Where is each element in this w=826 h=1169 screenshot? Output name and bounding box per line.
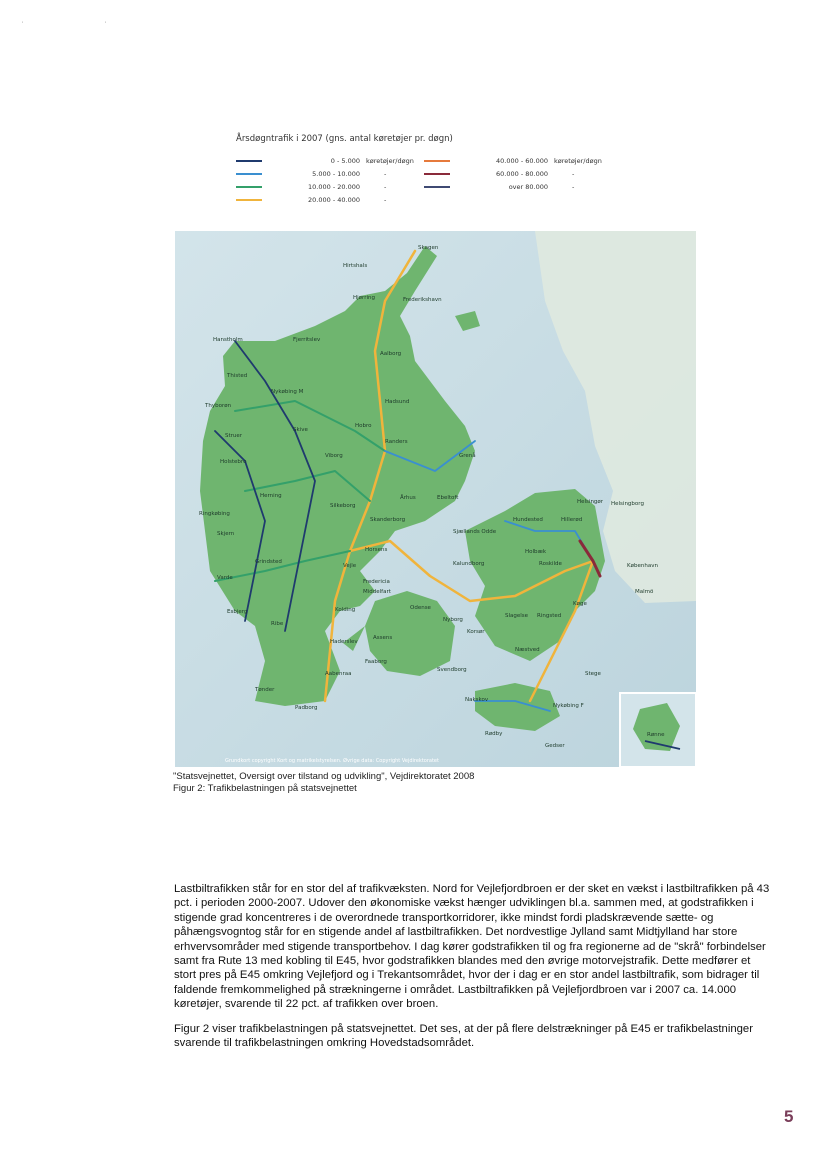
place-label: Ribe xyxy=(271,621,284,627)
place-label: Roskilde xyxy=(539,561,562,567)
traffic-map xyxy=(175,231,696,767)
place-label: Skive xyxy=(293,427,308,433)
legend-item xyxy=(236,180,414,193)
place-label: Stege xyxy=(585,671,601,677)
place-label: Ringkøbing xyxy=(199,511,230,517)
legend-range: 20.000 - 40.000 xyxy=(308,195,360,204)
legend-unit: - xyxy=(384,169,387,178)
map-legend xyxy=(236,134,602,204)
place-label: Næstved xyxy=(515,647,540,653)
place-label: Herning xyxy=(260,493,282,499)
legend-item xyxy=(424,167,602,180)
place-label: Haderslev xyxy=(330,639,358,645)
place-label: Skjern xyxy=(217,531,235,537)
scan-marks: ' ' xyxy=(22,22,146,28)
map-copyright: Grundkort copyright Kort og matrikelstyrelsen. Øvrige data: Copyright Vejdirektoratet xyxy=(225,758,439,764)
place-label: Århus xyxy=(400,495,416,501)
place-label: Korsør xyxy=(467,629,485,635)
legend-range: over 80.000 xyxy=(508,182,548,191)
place-label: Hillerød xyxy=(561,517,583,523)
legend-item xyxy=(236,193,414,206)
place-label: Randers xyxy=(385,439,408,445)
place-label: Hadsund xyxy=(385,399,410,405)
place-label: Fjerritslev xyxy=(293,337,321,343)
place-label: Grindsted xyxy=(255,559,282,565)
place-label: Grenå xyxy=(459,453,476,459)
figure-caption xyxy=(173,771,474,795)
place-label: Nakskov xyxy=(465,697,489,703)
place-label: Horsens xyxy=(365,547,388,553)
place-label: Skagen xyxy=(418,245,439,251)
traffic-map-svg xyxy=(175,231,696,767)
place-label: Sjællands Odde xyxy=(453,529,497,535)
legend-range: 5.000 - 10.000 xyxy=(312,169,360,178)
place-label: Thisted xyxy=(227,373,248,379)
legend-unit: - xyxy=(572,182,575,191)
legend-item xyxy=(424,180,602,193)
legend-swatch xyxy=(236,186,262,188)
figure-source: "Statsvejnettet, Oversigt over tilstand og udvikling", Vejdirektoratet 2008 xyxy=(173,771,475,782)
place-label: Thyborøn xyxy=(205,403,232,409)
legend-range: 10.000 - 20.000 xyxy=(308,182,360,191)
legend-swatch xyxy=(424,186,450,188)
legend-swatch xyxy=(424,160,450,162)
place-label: Rønne xyxy=(647,732,665,738)
place-label: Silkeborg xyxy=(330,503,356,509)
place-label: Odense xyxy=(410,605,431,611)
place-label: Middelfart xyxy=(363,589,391,595)
place-label: Hirtshals xyxy=(343,263,368,269)
figure-title: Figur 2: Trafikbelastningen på statsvejnettet xyxy=(173,783,357,794)
place-label: Nykøbing M xyxy=(271,389,304,395)
place-label: Holstebro xyxy=(220,459,247,465)
legend-swatch xyxy=(424,173,450,175)
legend-swatch xyxy=(236,199,262,201)
legend-range: 60.000 - 80.000 xyxy=(496,169,548,178)
place-label: Helsingør xyxy=(577,499,604,505)
place-label: Padborg xyxy=(295,705,318,711)
legend-item xyxy=(424,154,602,167)
legend-item xyxy=(236,167,414,180)
place-label: Ebeltoft xyxy=(437,495,459,501)
place-label: Varde xyxy=(217,575,233,581)
legend-range: 40.000 - 60.000 xyxy=(496,156,548,165)
legend-unit: - xyxy=(384,195,387,204)
place-label: Holbæk xyxy=(525,549,547,555)
place-label: Faaborg xyxy=(365,659,387,665)
place-label: Slagelse xyxy=(505,613,529,619)
place-label: Kalundborg xyxy=(453,561,485,567)
place-label: Kolding xyxy=(335,607,356,613)
place-label: Assens xyxy=(373,635,393,641)
place-label: Vejle xyxy=(343,563,357,569)
place-label: Esbjerg xyxy=(227,609,248,615)
place-label: Hjørring xyxy=(353,295,375,301)
legend-item xyxy=(236,154,414,167)
place-label: Gedser xyxy=(545,743,565,749)
place-label: Nykøbing F xyxy=(553,703,584,709)
place-label: Køge xyxy=(573,601,587,607)
place-label: Aalborg xyxy=(380,351,402,357)
page-number: 5 xyxy=(784,1107,794,1126)
place-label: Frederikshavn xyxy=(403,297,442,303)
place-label: Struer xyxy=(225,433,243,439)
legend-range: 0 - 5.000 xyxy=(330,156,360,165)
place-label: Malmö xyxy=(635,589,654,595)
place-label: Helsingborg xyxy=(611,501,644,507)
place-label: Rødby xyxy=(485,731,503,737)
place-label: Hanstholm xyxy=(213,337,243,343)
place-label: Hundested xyxy=(513,517,543,523)
legend-unit: - xyxy=(572,169,575,178)
legend-title: Årsdøgntrafik i 2007 (gns. antal køretøjer pr. døgn) xyxy=(236,134,453,144)
body-paragraph: Figur 2 viser trafikbelastningen på statsvejnettet. Det ses, at der på flere delstrækninger på E45 er trafikbelastninger svarende til trafikbelastningen omkring Hovedstadsområdet. xyxy=(174,1023,753,1050)
place-label: Fredericia xyxy=(363,579,390,585)
legend-unit: køretøjer/døgn xyxy=(554,156,602,165)
legend-column-left xyxy=(236,154,414,206)
place-label: Skanderborg xyxy=(370,517,406,523)
legend-column-right xyxy=(424,154,602,193)
place-label: Ringsted xyxy=(537,613,562,619)
place-label: Nyborg xyxy=(443,617,463,623)
place-label: Aabenraa xyxy=(325,671,352,677)
place-label: København xyxy=(627,563,658,569)
place-label: Viborg xyxy=(325,453,343,459)
place-label: Hobro xyxy=(355,423,372,429)
legend-unit: - xyxy=(384,182,387,191)
legend-swatch xyxy=(236,173,262,175)
legend-swatch xyxy=(236,160,262,162)
legend-unit: køretøjer/døgn xyxy=(366,156,414,165)
body-paragraph: Lastbiltrafikken står for en stor del af trafikvæksten. Nord for Vejlefjordbroen er der sket en vækst i lastbiltrafikken på 43 pct. i perioden 2000-2007. Udover den økonomiske vækst hænger udviklingen bl.a. sammen med, at godstrafikken i stigende grad koncentreres i de overordnede transportkorridorer, ikke mindst fordi pladskrævende sætte- og påhængsvogntog står for en stigende andel af lastbiltrafikken. Det nordvestlige Jylland samt Midtjylland har store erhvervsområder med stigende transportbehov. I dag kører godstrafikken til og fra regionerne ad de "skrå" forbindelser samt fra Rute 13 med kobling til E45, hvor godstrafikken blandes med den øvrige motorvejstrafik. Dette medfører et stort pres på E45 omkring Vejlefjord og i Trekantsområdet, hvor der i dag er en stor andel lastbiltrafik, som bidrager til faldende fremkommelighed på strækningerne i området. Lastbiltrafikken på Vejlefjordbroen var i 2007 ca. 14.000 køretøjer, svarende til 22 pct. af trafikken over broen. xyxy=(174,883,770,1011)
place-label: Svendborg xyxy=(437,667,467,673)
place-label: Tønder xyxy=(255,687,275,693)
